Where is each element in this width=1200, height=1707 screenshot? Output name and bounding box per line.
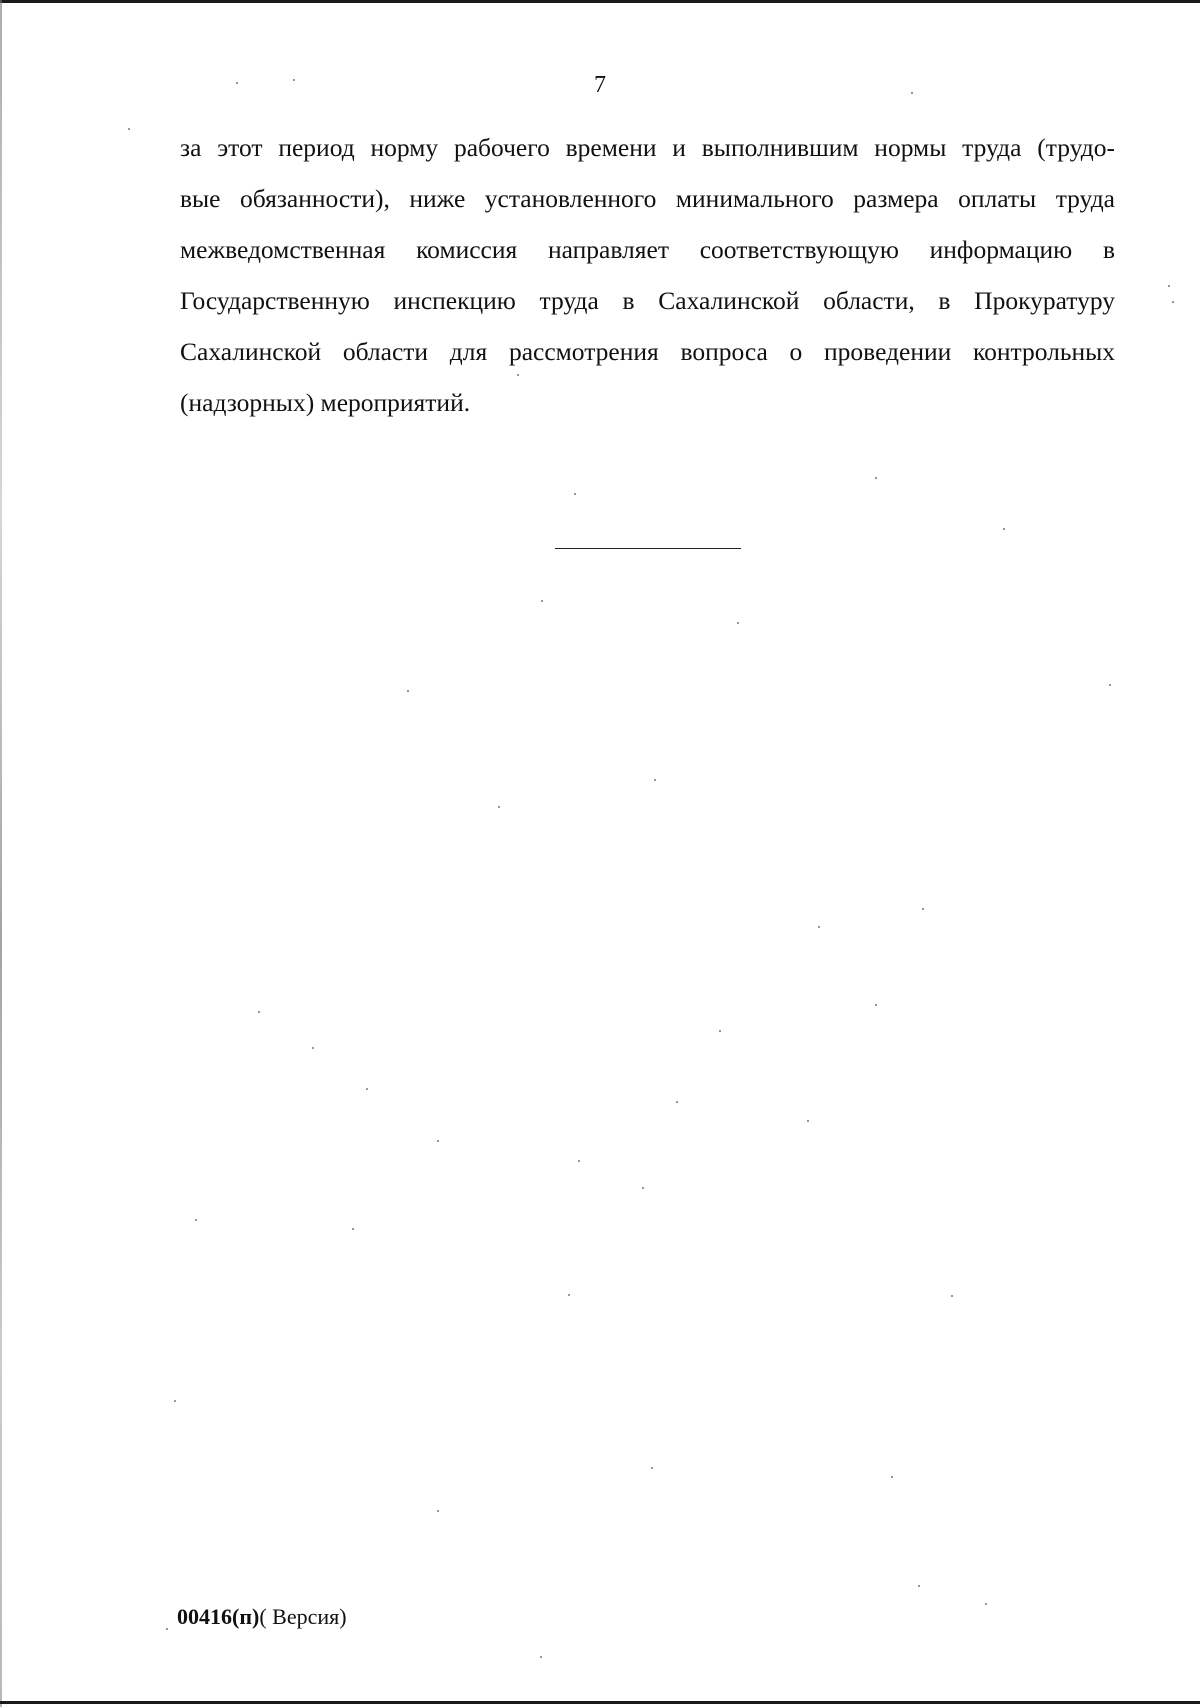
- body-paragraph: [180, 122, 1115, 428]
- paragraph-line: (надзорных) мероприятий.: [180, 388, 471, 417]
- scan-edge-left: [0, 0, 2, 1707]
- paragraph-line: за этот период норму рабочего времени и выполнившим нормы труда (трудо-: [180, 133, 1115, 162]
- paragraph-line: вые обязанности), ниже установленного минимального размера оплаты труда: [180, 184, 1115, 213]
- document-code: 00416(п): [177, 1604, 260, 1629]
- scan-edge-bottom: [0, 1701, 1200, 1704]
- end-separator-line: [555, 548, 741, 549]
- paragraph-line: Государственную инспекцию труда в Сахалинской области, в Прокуратуру: [180, 286, 1115, 315]
- document-footer: [177, 1603, 347, 1631]
- page-number: 7: [594, 72, 606, 98]
- document-version-label: ( Версия): [259, 1604, 347, 1629]
- paragraph-line: межведомственная комиссия направляет соответствующую информацию в: [180, 235, 1115, 264]
- paragraph-line: Сахалинской области для рассмотрения вопроса о проведении контрольных: [180, 337, 1115, 366]
- scan-edge-top: [0, 0, 1200, 3]
